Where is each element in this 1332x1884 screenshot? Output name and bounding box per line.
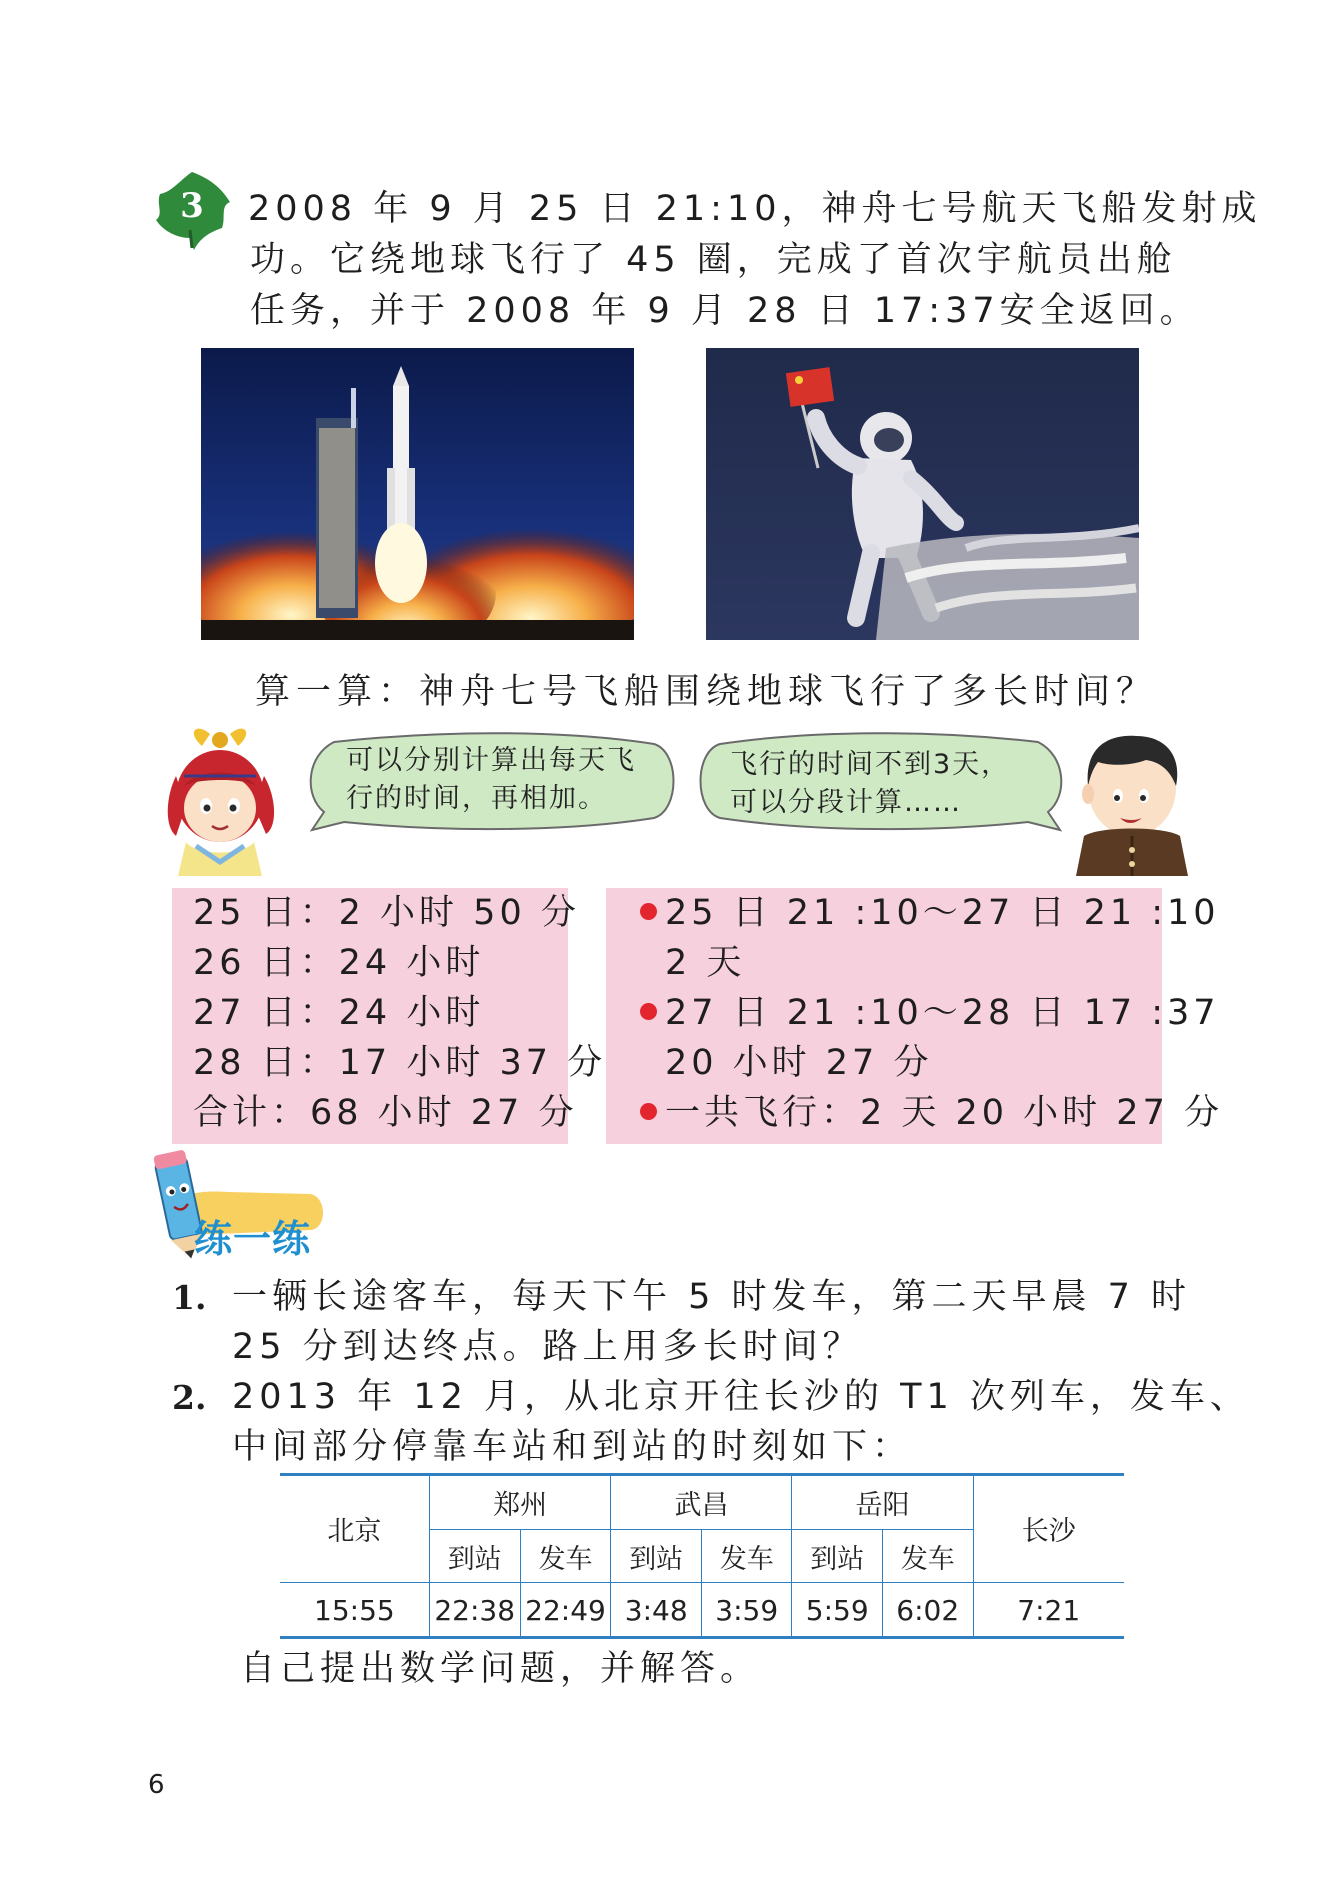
time-cell: 5:59 — [792, 1583, 883, 1638]
table-bottom-rule — [280, 1636, 1124, 1639]
bubble-right-line: 飞行的时间不到3天， — [730, 749, 1011, 780]
bubble-left-text — [346, 742, 636, 818]
rocket-launch-photo — [201, 348, 634, 640]
method-1-line: 合计：68 小时 27 分 — [193, 1093, 578, 1133]
origin-header: 北京 — [280, 1475, 429, 1583]
method-1-list — [193, 888, 606, 1138]
depart-header: 发车 — [520, 1530, 611, 1583]
question-text: 算一算：神舟七号飞船围绕地球飞行了多长时间？ — [255, 672, 1158, 712]
exercise-2-number: 2. — [172, 1378, 207, 1417]
arrive-header: 到站 — [429, 1530, 520, 1583]
time-cell: 7:21 — [973, 1583, 1124, 1638]
exercise-1-line: 25 分到达终点。路上用多长时间？ — [232, 1327, 863, 1367]
red-bullet-icon — [640, 903, 657, 920]
red-bullet-icon — [640, 1103, 657, 1120]
method-1-line: 28 日：17 小时 37 分 — [193, 1043, 607, 1083]
station-header: 郑州 — [429, 1475, 611, 1530]
train-timetable — [280, 1475, 1124, 1637]
station-header: 武昌 — [611, 1475, 792, 1530]
bubble-right-text — [730, 746, 1010, 822]
time-cell: 15:55 — [280, 1583, 429, 1638]
practice-label: 练一练 — [194, 1217, 312, 1261]
exercise-1-number: 1. — [172, 1278, 207, 1317]
spacewalk-photo — [706, 348, 1139, 640]
depart-header: 发车 — [701, 1530, 792, 1583]
method-1-line: 25 日：2 小时 50 分 — [193, 893, 580, 933]
depart-header: 发车 — [882, 1530, 973, 1583]
page-number: 6 — [148, 1770, 165, 1800]
time-cell: 6:02 — [882, 1583, 973, 1638]
method-2-line: 2 天 — [665, 943, 746, 983]
time-cell: 22:38 — [429, 1583, 520, 1638]
exercise-2-line: 中间部分停靠车站和到站的时刻如下： — [232, 1427, 913, 1467]
station-header: 岳阳 — [792, 1475, 973, 1530]
method-2-line: 20 小时 27 分 — [665, 1043, 933, 1083]
problem-number: 3 — [180, 186, 204, 226]
exercise-1-text — [232, 1272, 1191, 1372]
problem-3-line: 任务，并于 2008 年 9 月 28 日 17:37安全返回。 — [250, 291, 1200, 331]
boy-character-icon — [1070, 726, 1194, 876]
exercise-1-line: 一辆长途客车，每天下午 5 时发车，第二天早晨 7 时 — [232, 1277, 1192, 1317]
method-2-line: 27 日 21 :10～28 日 17 :37 — [640, 988, 1223, 1038]
bubble-right-line: 可以分段计算…… — [730, 787, 962, 818]
method-2-line: 25 日 21 :10～27 日 21 :10 — [640, 888, 1223, 938]
problem-3-text — [248, 184, 1262, 337]
method-2-list — [640, 888, 1223, 1138]
girl-character-icon — [156, 716, 284, 876]
arrive-header: 到站 — [611, 1530, 702, 1583]
method-1-line: 26 日：24 小时 — [193, 943, 485, 983]
time-cell: 3:48 — [611, 1583, 702, 1638]
arrive-header: 到站 — [792, 1530, 883, 1583]
problem-3-line: 2008 年 9 月 25 日 21:10，神舟七号航天飞船发射成 — [248, 189, 1262, 229]
bubble-left-line: 行的时间，再相加。 — [346, 783, 607, 814]
destination-header: 长沙 — [973, 1475, 1124, 1583]
red-bullet-icon — [640, 1003, 657, 1020]
problem-3-line: 功。它绕地球飞行了 45 圈，完成了首次宇航员出舱 — [250, 240, 1177, 280]
closing-text: 自己提出数学问题，并解答。 — [240, 1649, 761, 1689]
bubble-left-line: 可以分别计算出每天飞 — [346, 745, 636, 776]
time-cell: 22:49 — [520, 1583, 611, 1638]
time-cell: 3:59 — [701, 1583, 792, 1638]
exercise-2-text — [232, 1372, 1250, 1472]
method-1-line: 27 日：24 小时 — [193, 993, 485, 1033]
exercise-2-line: 2013 年 12 月，从北京开往长沙的 T1 次列车，发车、 — [232, 1377, 1250, 1417]
method-2-line: 一共飞行：2 天 20 小时 27 分 — [640, 1088, 1223, 1138]
